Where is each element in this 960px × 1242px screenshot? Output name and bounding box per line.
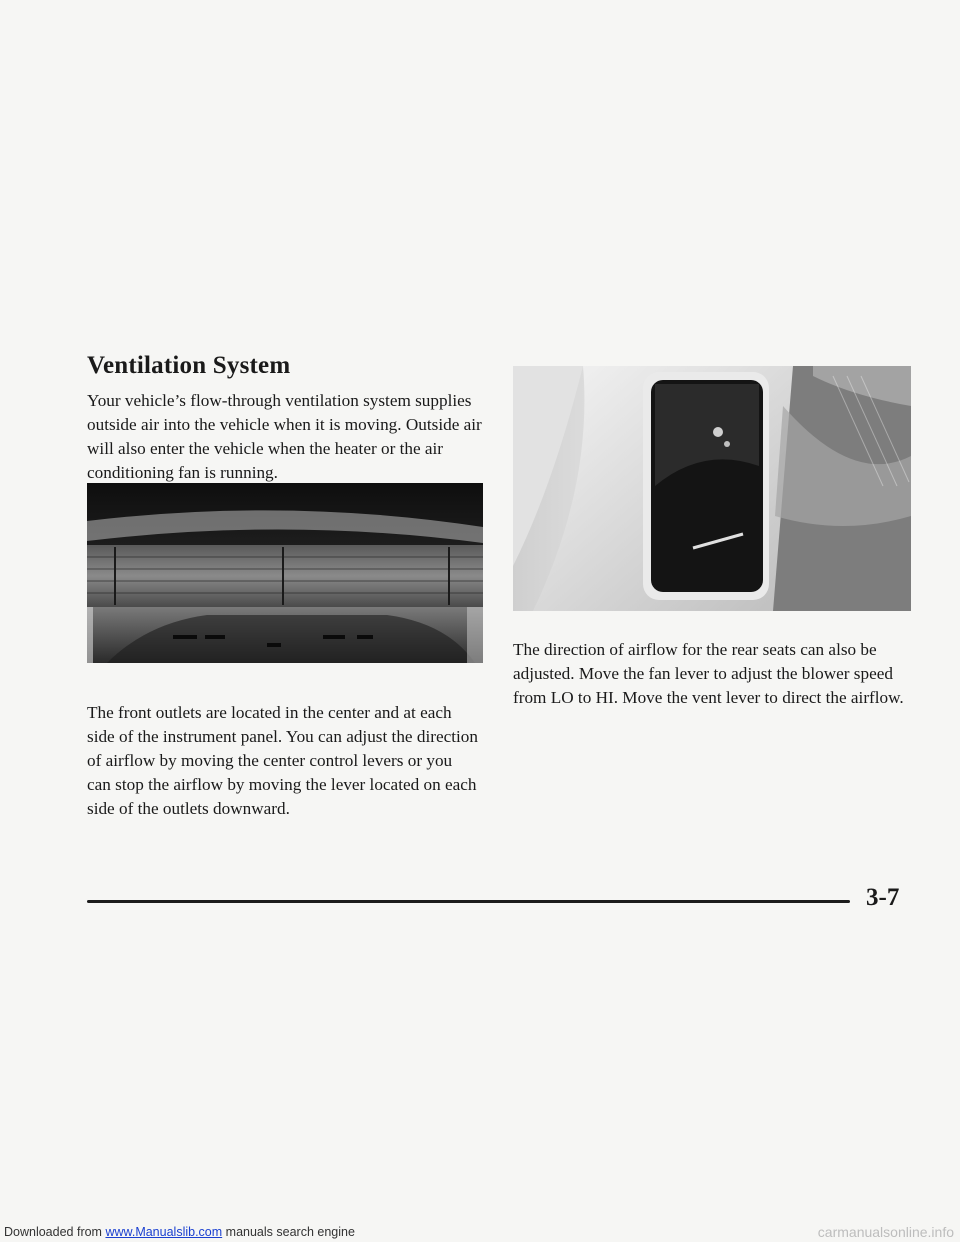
footer-text [4,1222,355,1242]
download-footer [0,1222,960,1242]
intro-paragraph: Your vehicle’s flow-through ventilation system supplies outside air into the vehicle when it is moving. Outside air will also enter the vehicle when the heater or the air conditioning fan is running. [87,391,482,482]
front-vents-illustration [87,483,483,663]
footer-suffix: manuals search engine [225,1225,355,1239]
watermark: carmanualsonline.info [817,1224,954,1240]
rear-vent-illustration [513,366,911,611]
page-number: 3-7 [866,884,900,911]
rear-airflow-paragraph: The direction of airflow for the rear seats can also be adjusted. Move the fan lever to adjust the blower speed from LO to HI. Move the vent lever to direct the airflow. [513,640,904,707]
footer-prefix: Downloaded from [4,1225,102,1239]
section-title: Ventilation System [87,352,291,379]
rear-vent-photo [513,366,911,611]
front-outlets-paragraph: The front outlets are located in the center and at each side of the instrument panel. You can adjust the direction of airflow by moving the center control levers or you can stop the airflow by moving the lever located on each side of the outlets downward. [87,703,478,818]
footer-rule [87,900,850,903]
front-vents-photo [87,483,483,663]
manualslib-link[interactable]: www.Manualslib.com [105,1225,223,1239]
